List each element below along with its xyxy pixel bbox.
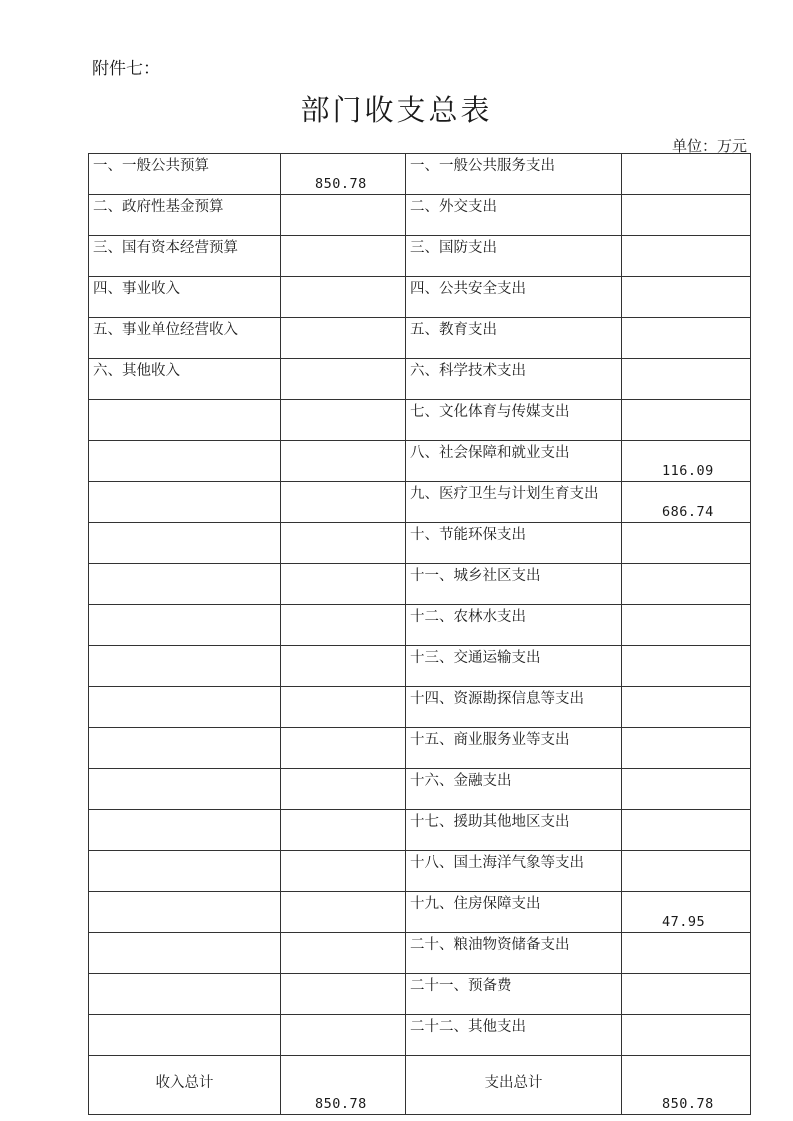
income-label [89, 728, 280, 731]
expense-label: 七、文化体育与传媒支出 [410, 404, 570, 420]
income-amount: 850.78 [315, 176, 367, 192]
income-amount-cell [281, 810, 406, 851]
income-amount-cell [281, 236, 406, 277]
income-amount-cell [281, 564, 406, 605]
expense-amount-cell [622, 441, 751, 482]
income-amount-cell [281, 482, 406, 523]
income-label [89, 441, 280, 444]
table-row [89, 564, 751, 605]
table-row [89, 605, 751, 646]
income-amount-cell [281, 400, 406, 441]
table-row [89, 687, 751, 728]
table-row [89, 277, 751, 318]
table-row [89, 810, 751, 851]
income-label-cell [89, 441, 281, 482]
expense-amount-cell [622, 482, 751, 523]
unit-label: 单位：万元 [671, 137, 747, 155]
expense-label: 二、外交支出 [410, 199, 497, 215]
income-total-label: 收入总计 [155, 1075, 214, 1091]
table-row [89, 892, 751, 933]
income-label-cell [89, 810, 281, 851]
income-label-cell [89, 318, 281, 359]
table-row [89, 154, 751, 195]
expense-amount-cell [622, 933, 751, 974]
expense-label: 十六、金融支出 [410, 773, 512, 789]
income-label [89, 646, 280, 649]
income-label-cell [89, 974, 281, 1015]
expense-amount-cell [622, 359, 751, 400]
expense-label-cell [406, 646, 622, 687]
expense-amount-cell [622, 400, 751, 441]
table-row [89, 318, 751, 359]
totals-row [89, 1056, 751, 1115]
expense-total-amount: 850.78 [662, 1096, 714, 1112]
expense-amount-cell [622, 974, 751, 1015]
expense-amount-cell [622, 810, 751, 851]
expense-label: 十七、援助其他地区支出 [410, 814, 570, 830]
expense-label: 十八、国土海洋气象等支出 [410, 855, 584, 871]
income-total-label-cell [89, 1056, 281, 1115]
expense-amount-cell [622, 646, 751, 687]
income-label [89, 605, 280, 608]
table-row [89, 195, 751, 236]
income-amount-cell [281, 441, 406, 482]
expense-label-cell [406, 482, 622, 523]
expense-label-cell [406, 810, 622, 851]
attachment-label: 附件七： [92, 59, 160, 79]
expense-amount-cell [622, 728, 751, 769]
income-label [89, 687, 280, 690]
income-label-cell [89, 892, 281, 933]
expense-label-cell [406, 318, 622, 359]
expense-label-cell [406, 1015, 622, 1056]
expense-total-label: 支出总计 [484, 1075, 543, 1091]
expense-amount: 47.95 [662, 914, 706, 930]
income-label [89, 564, 280, 567]
income-amount-cell [281, 933, 406, 974]
expense-amount-cell [622, 195, 751, 236]
expense-label: 十、节能环保支出 [410, 527, 526, 543]
expense-amount-cell [622, 687, 751, 728]
income-label [89, 400, 280, 403]
expense-amount-cell [622, 564, 751, 605]
income-amount-cell [281, 277, 406, 318]
expense-label: 八、社会保障和就业支出 [410, 445, 570, 461]
expense-label-cell [406, 400, 622, 441]
expense-label: 二十一、预备费 [410, 978, 512, 994]
income-amount-cell [281, 728, 406, 769]
expense-label-cell [406, 523, 622, 564]
expense-total-label-cell [406, 1056, 622, 1115]
income-amount-cell [281, 318, 406, 359]
expense-label: 一、一般公共服务支出 [410, 158, 555, 174]
income-label [89, 482, 280, 485]
income-amount-cell [281, 892, 406, 933]
expense-label: 九、医疗卫生与计划生育支出 [410, 486, 599, 502]
income-amount-cell [281, 523, 406, 564]
expense-label: 十一、城乡社区支出 [410, 568, 541, 584]
table-body [89, 154, 751, 1115]
expense-label: 十五、商业服务业等支出 [410, 732, 570, 748]
table-row [89, 974, 751, 1015]
expense-total-amount-cell [622, 1056, 751, 1115]
expense-label: 三、国防支出 [410, 240, 497, 256]
income-amount-cell [281, 687, 406, 728]
expense-amount-cell [622, 769, 751, 810]
income-amount-cell [281, 359, 406, 400]
income-label-cell [89, 933, 281, 974]
income-amount-cell [281, 646, 406, 687]
expense-label-cell [406, 195, 622, 236]
income-label: 二、政府性基金预算 [93, 199, 224, 215]
expense-label: 六、科学技术支出 [410, 363, 526, 379]
expense-label: 二十、粮油物资储备支出 [410, 937, 570, 953]
table-row [89, 441, 751, 482]
income-label: 五、事业单位经营收入 [93, 322, 238, 338]
expense-label-cell [406, 564, 622, 605]
income-total-amount-cell [281, 1056, 406, 1115]
income-label-cell [89, 687, 281, 728]
budget-table [88, 153, 751, 1115]
income-label [89, 892, 280, 895]
expense-amount-cell [622, 1015, 751, 1056]
expense-amount: 686.74 [662, 504, 714, 520]
income-label: 四、事业收入 [93, 281, 180, 297]
income-label: 六、其他收入 [93, 363, 180, 379]
expense-amount-cell [622, 851, 751, 892]
income-label-cell [89, 646, 281, 687]
income-label-cell [89, 769, 281, 810]
table-row [89, 769, 751, 810]
expense-label-cell [406, 892, 622, 933]
expense-amount-cell [622, 154, 751, 195]
expense-label: 十九、住房保障支出 [410, 896, 541, 912]
table-row [89, 646, 751, 687]
table-row [89, 1015, 751, 1056]
expense-label: 十四、资源勘探信息等支出 [410, 691, 584, 707]
income-amount-cell [281, 769, 406, 810]
expense-label: 四、公共安全支出 [410, 281, 526, 297]
expense-label-cell [406, 728, 622, 769]
income-label [89, 1015, 280, 1018]
income-label-cell [89, 400, 281, 441]
expense-label: 二十二、其他支出 [410, 1019, 526, 1035]
expense-label: 十二、农林水支出 [410, 609, 526, 625]
income-label-cell [89, 154, 281, 195]
income-amount-cell [281, 195, 406, 236]
income-label [89, 933, 280, 936]
income-label: 一、一般公共预算 [93, 158, 209, 174]
income-label-cell [89, 564, 281, 605]
table-row [89, 523, 751, 564]
expense-label-cell [406, 277, 622, 318]
income-amount-cell [281, 1015, 406, 1056]
expense-amount: 116.09 [662, 463, 714, 479]
income-label-cell [89, 605, 281, 646]
income-label-cell [89, 1015, 281, 1056]
income-label [89, 974, 280, 977]
expense-amount-cell [622, 236, 751, 277]
table-row [89, 359, 751, 400]
expense-label-cell [406, 769, 622, 810]
table-row [89, 400, 751, 441]
expense-amount-cell [622, 277, 751, 318]
income-label [89, 523, 280, 526]
income-label-cell [89, 523, 281, 564]
expense-label-cell [406, 154, 622, 195]
income-label-cell [89, 359, 281, 400]
income-total-amount: 850.78 [315, 1096, 367, 1112]
income-label-cell [89, 195, 281, 236]
expense-amount-cell [622, 318, 751, 359]
expense-amount-cell [622, 605, 751, 646]
expense-amount-cell [622, 523, 751, 564]
expense-label-cell [406, 687, 622, 728]
income-label: 三、国有资本经营预算 [93, 240, 238, 256]
income-amount-cell [281, 154, 406, 195]
income-label-cell [89, 277, 281, 318]
income-label [89, 810, 280, 813]
expense-label-cell [406, 605, 622, 646]
expense-label-cell [406, 933, 622, 974]
income-amount-cell [281, 974, 406, 1015]
table-row [89, 933, 751, 974]
page-title: 部门收支总表 [300, 93, 493, 127]
income-amount-cell [281, 605, 406, 646]
expense-label: 五、教育支出 [410, 322, 497, 338]
expense-label-cell [406, 359, 622, 400]
income-label-cell [89, 236, 281, 277]
expense-label-cell [406, 441, 622, 482]
expense-label-cell [406, 236, 622, 277]
expense-amount-cell [622, 892, 751, 933]
income-amount-cell [281, 851, 406, 892]
table-row [89, 236, 751, 277]
income-label-cell [89, 482, 281, 523]
income-label-cell [89, 851, 281, 892]
table-row [89, 728, 751, 769]
income-label-cell [89, 728, 281, 769]
expense-label-cell [406, 974, 622, 1015]
expense-label: 十三、交通运输支出 [410, 650, 541, 666]
expense-label-cell [406, 851, 622, 892]
income-label [89, 769, 280, 772]
table-row [89, 851, 751, 892]
table-row [89, 482, 751, 523]
income-label [89, 851, 280, 854]
